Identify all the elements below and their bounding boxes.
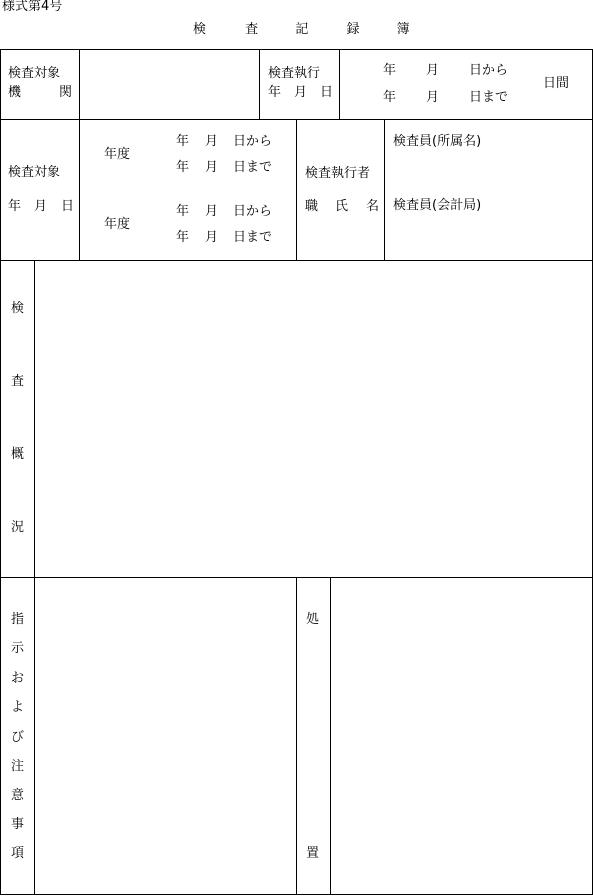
exec-date-label: 月 — [294, 85, 308, 100]
target-period-label: 年 — [8, 199, 22, 214]
exec-from-year: 年 — [383, 63, 397, 78]
table-rule — [384, 119, 385, 260]
overview-label-char: 査 — [11, 374, 25, 389]
overview-label-char: 検 — [11, 301, 25, 316]
table-rule — [0, 260, 593, 261]
table-border-top — [0, 49, 593, 50]
target-period-label: 月 — [34, 199, 48, 214]
fy2-to-year: 年 — [176, 230, 190, 245]
instructions-label-char: 注 — [11, 759, 25, 774]
target-period-label: 日 — [61, 199, 75, 214]
form-number: 様式第4号 — [2, 0, 63, 14]
title-char: 検 — [193, 22, 207, 37]
target-agency-label: 関 — [59, 85, 73, 100]
target-agency-label: 機 — [8, 85, 22, 100]
fy2-to-month: 月 — [205, 230, 219, 245]
instructions-label-char: 意 — [11, 788, 25, 803]
fy1-to-day: 日まで — [233, 160, 273, 175]
executor-label: 氏 — [335, 199, 349, 214]
executor-label: 検査執行者 — [305, 166, 371, 181]
page-title — [193, 23, 410, 36]
fy2-from-month: 月 — [205, 204, 219, 219]
target-period-label: 検査対象 — [8, 165, 61, 180]
fy1-from-day: 日から — [233, 134, 273, 149]
fy1-from-month: 月 — [205, 134, 219, 149]
overview-label-char: 概 — [11, 447, 25, 462]
target-agency-label: 検査対象 — [8, 66, 61, 81]
fy1-to-month: 月 — [205, 160, 219, 175]
executor-label: 名 — [366, 199, 380, 214]
exec-to-year: 年 — [383, 90, 397, 105]
instructions-label-char: び — [11, 730, 25, 745]
instructions-label-char: 事 — [11, 817, 25, 832]
exec-date-label: 検査執行 — [268, 66, 321, 81]
overview-field[interactable] — [42, 268, 586, 570]
fy1-to-year: 年 — [176, 160, 190, 175]
fy2-to-day: 日まで — [233, 230, 273, 245]
table-rule — [330, 577, 331, 895]
exec-from-month: 月 — [426, 63, 440, 78]
disposition-label-char: 置 — [306, 846, 320, 861]
table-border-left — [0, 49, 1, 895]
table-rule — [79, 49, 80, 260]
table-rule — [296, 577, 297, 895]
exec-from-day: 日から — [469, 63, 509, 78]
instructions-field[interactable] — [42, 585, 290, 887]
fy1-from-year: 年 — [176, 134, 190, 149]
instructions-label-char: お — [11, 671, 25, 686]
inspector-office-label: 検査員(所属名) — [393, 134, 482, 149]
instructions-label-char: 示 — [11, 641, 25, 656]
fy2-from-year: 年 — [176, 204, 190, 219]
disposition-field[interactable] — [338, 585, 586, 887]
table-rule — [339, 49, 340, 120]
fiscal-year-1: 年度 — [104, 147, 131, 162]
title-char: 査 — [245, 22, 259, 37]
table-rule — [296, 119, 297, 260]
fiscal-year-2: 年度 — [104, 217, 131, 232]
overview-label-char: 況 — [11, 520, 25, 535]
target-agency-field[interactable] — [86, 60, 252, 110]
disposition-label-char: 処 — [306, 612, 320, 627]
instructions-label-char: 指 — [11, 612, 25, 627]
exec-date-label: 日 — [320, 85, 334, 100]
inspector-accounting-label: 検査員(会計局) — [393, 198, 482, 213]
exec-to-day: 日まで — [469, 90, 509, 105]
fy2-from-day: 日から — [233, 204, 273, 219]
exec-to-month: 月 — [426, 90, 440, 105]
title-char: 簿 — [396, 22, 410, 37]
instructions-label-char: よ — [11, 700, 25, 715]
title-char: 録 — [346, 22, 360, 37]
table-rule — [34, 260, 35, 895]
executor-label: 職 — [305, 199, 319, 214]
exec-duration: 日間 — [543, 76, 570, 91]
table-rule — [259, 49, 260, 120]
exec-date-label: 年 — [268, 85, 282, 100]
instructions-label-char: 項 — [11, 846, 25, 861]
title-char: 記 — [295, 22, 309, 37]
